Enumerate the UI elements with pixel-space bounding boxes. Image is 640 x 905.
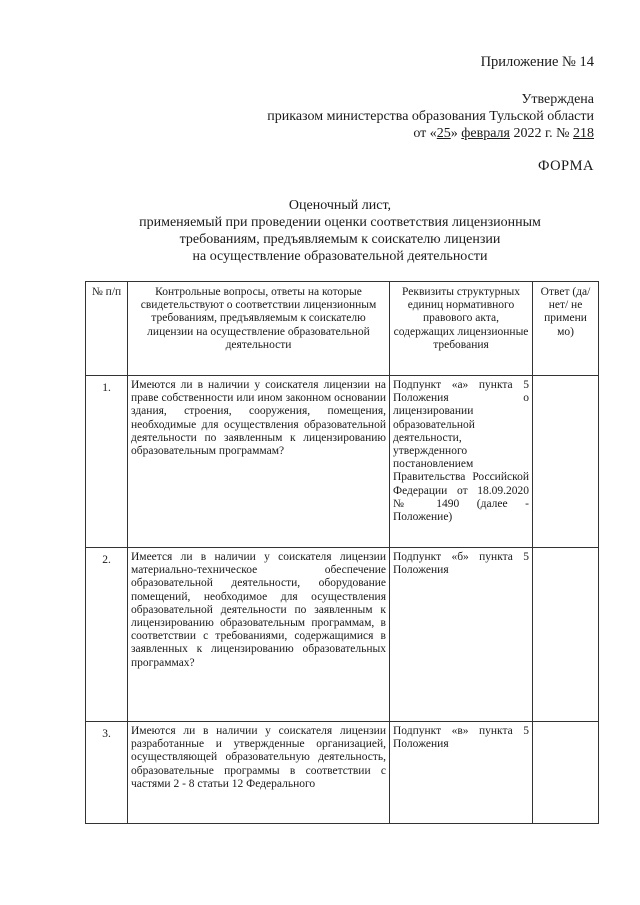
form-label: ФОРМА [537, 158, 594, 174]
title-line2: применяемый при проведении оценки соответствия лицензионным [139, 215, 541, 230]
approved-day: 25 [436, 126, 451, 141]
row-question: Имеются ли в наличии у соискателя лицензии разработанные и утвержденные организацией, осуществляющей образовательную деятельность, образовательные программы в соответствии с частями 2 - 8 статьи 12 Федерального [128, 722, 390, 824]
approved-year-no: 2022 г. № [509, 126, 573, 141]
approval-block [267, 91, 594, 142]
row-requisites: Подпункт «а» пункта 5 Положения о лицензировании образовательной деятельности, утвержденного постановлением Правительства Российской Федерации от 18.09.2020 № 1490 (далее - Положение) [390, 376, 533, 548]
approved-number: 218 [573, 126, 594, 141]
row-answer-cell[interactable] [533, 722, 599, 824]
row-number: 3. [86, 722, 128, 824]
row-answer-cell[interactable] [533, 548, 599, 722]
table-row [86, 376, 599, 548]
row-number: 1. [86, 376, 128, 548]
title-line1: Оценочный лист, [288, 198, 392, 213]
header-number: № п/п [86, 282, 128, 376]
header-question: Контрольные вопросы, ответы на которые свидетельствуют о соответствии лицензионным требованиям, предъявляемым к соискателю лицензии на осуществление образовательной деятельности [128, 282, 390, 376]
appendix-label: Приложение № 14 [480, 54, 594, 70]
table-row [86, 722, 599, 824]
table-row [86, 548, 599, 722]
approved-line2: приказом министерства образования Тульской области [267, 109, 594, 124]
row-requisites: Подпункт «в» пункта 5 Положения [390, 722, 533, 824]
row-answer-cell[interactable] [533, 376, 599, 548]
assessment-table [85, 281, 599, 824]
approved-date-line [267, 125, 594, 142]
table-header-row [86, 282, 599, 376]
approved-line1: Утверждена [521, 92, 594, 107]
row-requisites: Подпункт «б» пункта 5 Положения [390, 548, 533, 722]
approved-mid: » [450, 126, 462, 141]
header-requisites: Реквизиты структурных единиц нормативного правового акта, содержащих лицензионные требования [390, 282, 533, 376]
document-title [80, 197, 600, 265]
header-answer: Ответ (да/нет/ не примени мо) [533, 282, 599, 376]
title-line4: на осуществление образовательной деятельности [192, 249, 488, 264]
row-question: Имеется ли в наличии у соискателя лицензии материально-техническое обеспечение образовательной деятельности, оборудование помещений, необходимое для осуществления образовательной деятельности по заявленным к лицензированию образовательным программам, в соответствии с требованиями, содержащимися в заявленных к лицензированию образовательных программах? [128, 548, 390, 722]
approved-month: февраля [461, 126, 510, 141]
approved-prefix: от « [413, 126, 437, 141]
title-line3: требованиям, предъявляемым к соискателю лицензии [179, 232, 501, 247]
row-number: 2. [86, 548, 128, 722]
row-question: Имеются ли в наличии у соискателя лицензии на праве собственности или ином законном основании здания, строения, сооружения, помещения, необходимые для осуществления образовательной деятельности по заявленным к лицензированию образовательным программам? [128, 376, 390, 548]
